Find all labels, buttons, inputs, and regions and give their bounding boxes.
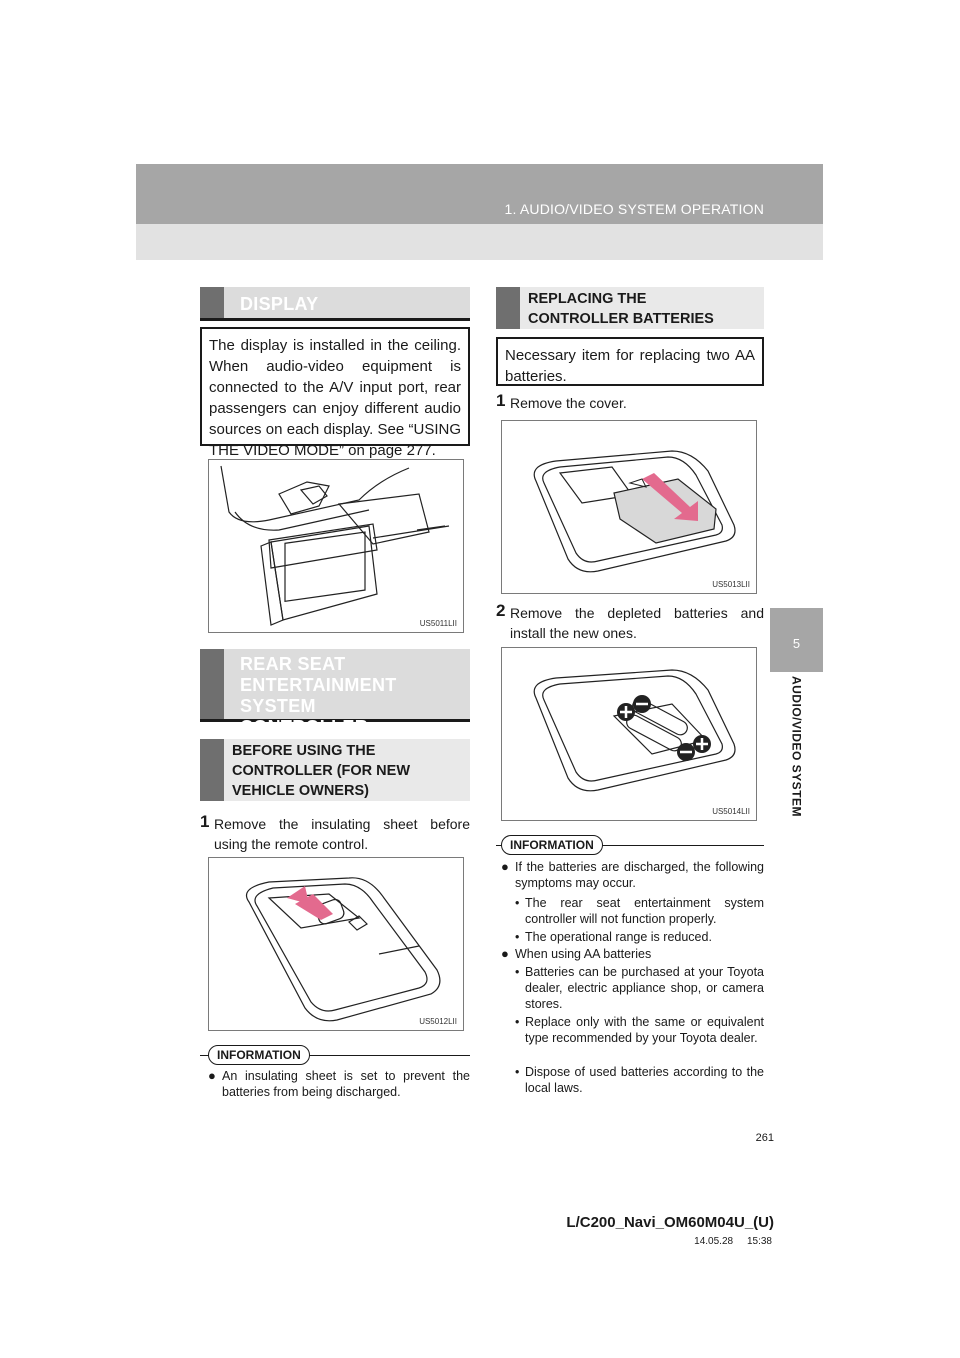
info-label: INFORMATION bbox=[208, 1045, 310, 1065]
ceiling-display-figure bbox=[208, 459, 464, 633]
document-id: L/C200_Navi_OM60M04U_(U) bbox=[566, 1214, 774, 1231]
replacing-batteries-heading: REPLACING THE CONTROLLER BATTERIES bbox=[496, 287, 764, 329]
header-subband bbox=[136, 224, 823, 260]
replace-batteries-figure bbox=[501, 647, 757, 821]
info-sub-item: • The operational range is reduced. bbox=[515, 930, 712, 944]
display-description: The display is installed in the ceiling. When audio-video equipment is connected to the A/V input port, rear passengers can enjoy different audio sources on each display. See “USING THE VIDEO MODE” on page 277. bbox=[200, 327, 470, 446]
right-step-2: 2 Remove the depleted batteries and install the new ones. bbox=[496, 601, 764, 641]
info-label: INFORMATION bbox=[501, 835, 603, 855]
remote-insulating-sheet-figure bbox=[208, 857, 464, 1031]
necessary-item-box: Necessary item for replacing two AA batteries. bbox=[496, 337, 764, 386]
remove-cover-figure bbox=[501, 420, 757, 594]
info-sub-item: • Batteries can be purchased at your Toyota dealer, electric appliance shop, or camera stores. bbox=[515, 965, 764, 1011]
info-sub-item: • Replace only with the same or equivalent type recommended by your Toyota dealer. bbox=[515, 1015, 764, 1045]
chapter-tab-number: 5 bbox=[770, 608, 823, 672]
section-title: 1. AUDIO/VIDEO SYSTEM OPERATION bbox=[504, 201, 764, 217]
right-step-1: 1 Remove the cover. bbox=[496, 391, 627, 411]
info-bullet-1: ● If the batteries are discharged, the following symptoms may occur. bbox=[501, 859, 764, 890]
figure-code: US5011LII bbox=[419, 619, 457, 628]
info-sub-item: • Dispose of used batteries according to the local laws. bbox=[515, 1065, 764, 1095]
display-heading: DISPLAY bbox=[200, 287, 470, 321]
left-step-1: 1 Remove the insulating sheet before using the remote control. bbox=[200, 812, 470, 852]
info-bullet-2: ● When using AA batteries bbox=[501, 946, 652, 961]
page-number: 261 bbox=[755, 1132, 774, 1144]
info-note: ● An insulating sheet is set to prevent the batteries from being discharged. bbox=[208, 1068, 470, 1099]
before-using-heading: BEFORE USING THE CONTROLLER (FOR NEW VEHICLE OWNERS) bbox=[200, 739, 470, 801]
info-sub-item: • The rear seat entertainment system controller will not function properly. bbox=[515, 896, 764, 926]
chapter-tab-label: AUDIO/VIDEO SYSTEM bbox=[770, 672, 823, 822]
rear-seat-controller-heading: REAR SEAT ENTERTAINMENT SYSTEM CONTROLLER bbox=[200, 649, 470, 722]
figure-code: US5013LII bbox=[712, 580, 750, 589]
figure-code: US5012LII bbox=[419, 1017, 457, 1026]
timestamp: 14.05.28 15:38 bbox=[694, 1236, 772, 1247]
figure-code: US5014LII bbox=[712, 807, 750, 816]
